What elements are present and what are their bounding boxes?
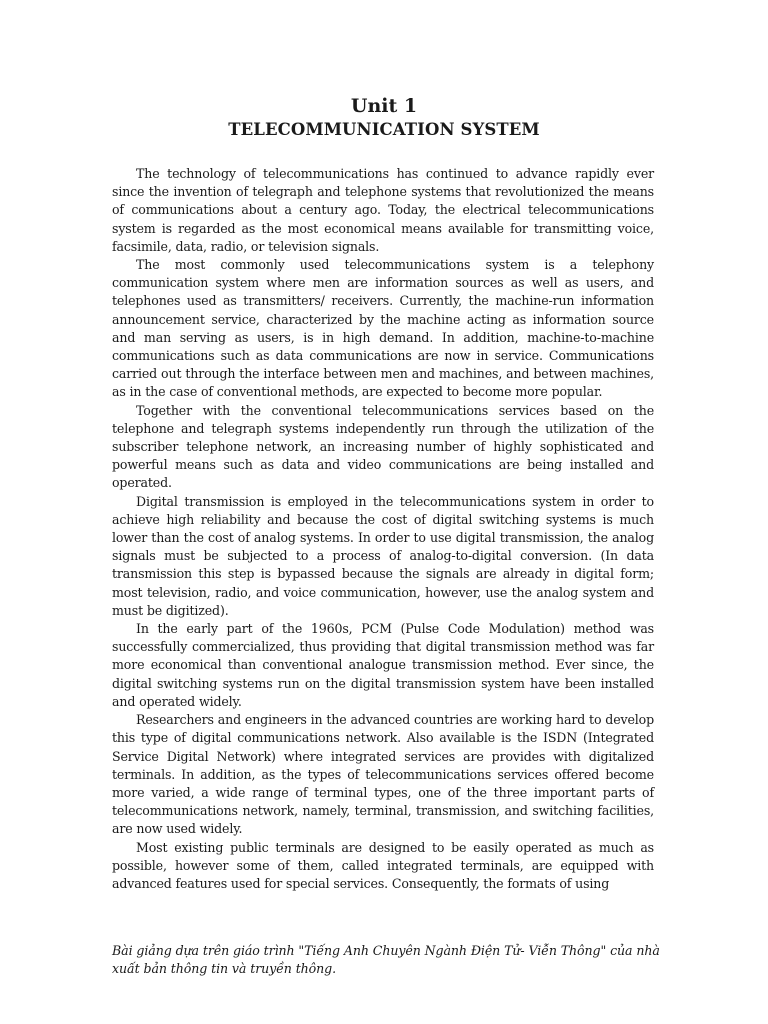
unit-label: Unit 1	[350, 95, 418, 117]
footer-note: Bài giảng dựa trên giáo trình "Tiếng Anh Chuyên Ngành Điện Tử- Viễn Thông" của nhà xuất bản thông tin và truyền thông.	[112, 943, 660, 976]
paragraph-6: Researchers and engineers in the advanced countries are working hard to develop this type of digital communications network. Also available is the ISDN (Integrated Service Digital Network) where integrated services are provides with digitalized terminals. In addition, as the types of telecommunications services offered become more varied, a wide range of terminal types, one of the three important parts of telecommunications network, namely, terminal, transmission, and switching facilities, are now used widely.	[112, 712, 654, 837]
paragraph-7: Most existing public terminals are designed to be easily operated as much as possible, however some of them, called integrated terminals, are equipped with advanced features used for special services. Consequently, the formats of using	[112, 839, 654, 891]
paragraph-1: The technology of telecommunications has continued to advance rapidly ever since the invention of telegraph and telephone systems that revolutionized the means of communications about a century ago. Today, the electrical telecommunications system is regarded as the most economical means available for transmitting voice, facsimile, data, radio, or television signals.	[112, 166, 654, 254]
body-text	[112, 165, 654, 893]
title-block	[0, 94, 768, 142]
paragraph-2: The most commonly used telecommunications system is a telephony communication system where men are information sources as well as users, and telephones used as transmitters/ receivers. Currently, the machine-run information announcement service, characterized by the machine acting as information source and man serving as users, is in high demand. In addition, machine-to-machine communications such as data communications are now in service. Communications carried out through the interface between men and machines, and between machines, as in the case of conventional methods, are expected to become more popular.	[112, 257, 654, 400]
unit-title: TELECOMMUNICATION SYSTEM	[228, 120, 540, 139]
paragraph-5: In the early part of the 1960s, PCM (Pulse Code Modulation) method was successfully commercialized, thus providing that digital transmission method was far more economical than conventional analogue transmission method. Ever since, the digital switching systems run on the digital transmission system have been installed and operated widely.	[112, 621, 654, 709]
paragraph-4: Digital transmission is employed in the telecommunications system in order to achieve high reliability and because the cost of digital switching systems is much lower than the cost of analog systems. In order to use digital transmission, the analog signals must be subjected to a process of analog-to-digital conversion. (In data transmission this step is bypassed because the signals are already in digital form; most television, radio, and voice communication, however, use the analog system and must be digitized).	[112, 493, 654, 618]
paragraph-3: Together with the conventional telecommunications services based on the telephone and telegraph systems independently run through the utilization of the subscriber telephone network, an increasing number of highly sophisticated and powerful means such as data and video communications are being installed and operated.	[112, 402, 654, 491]
